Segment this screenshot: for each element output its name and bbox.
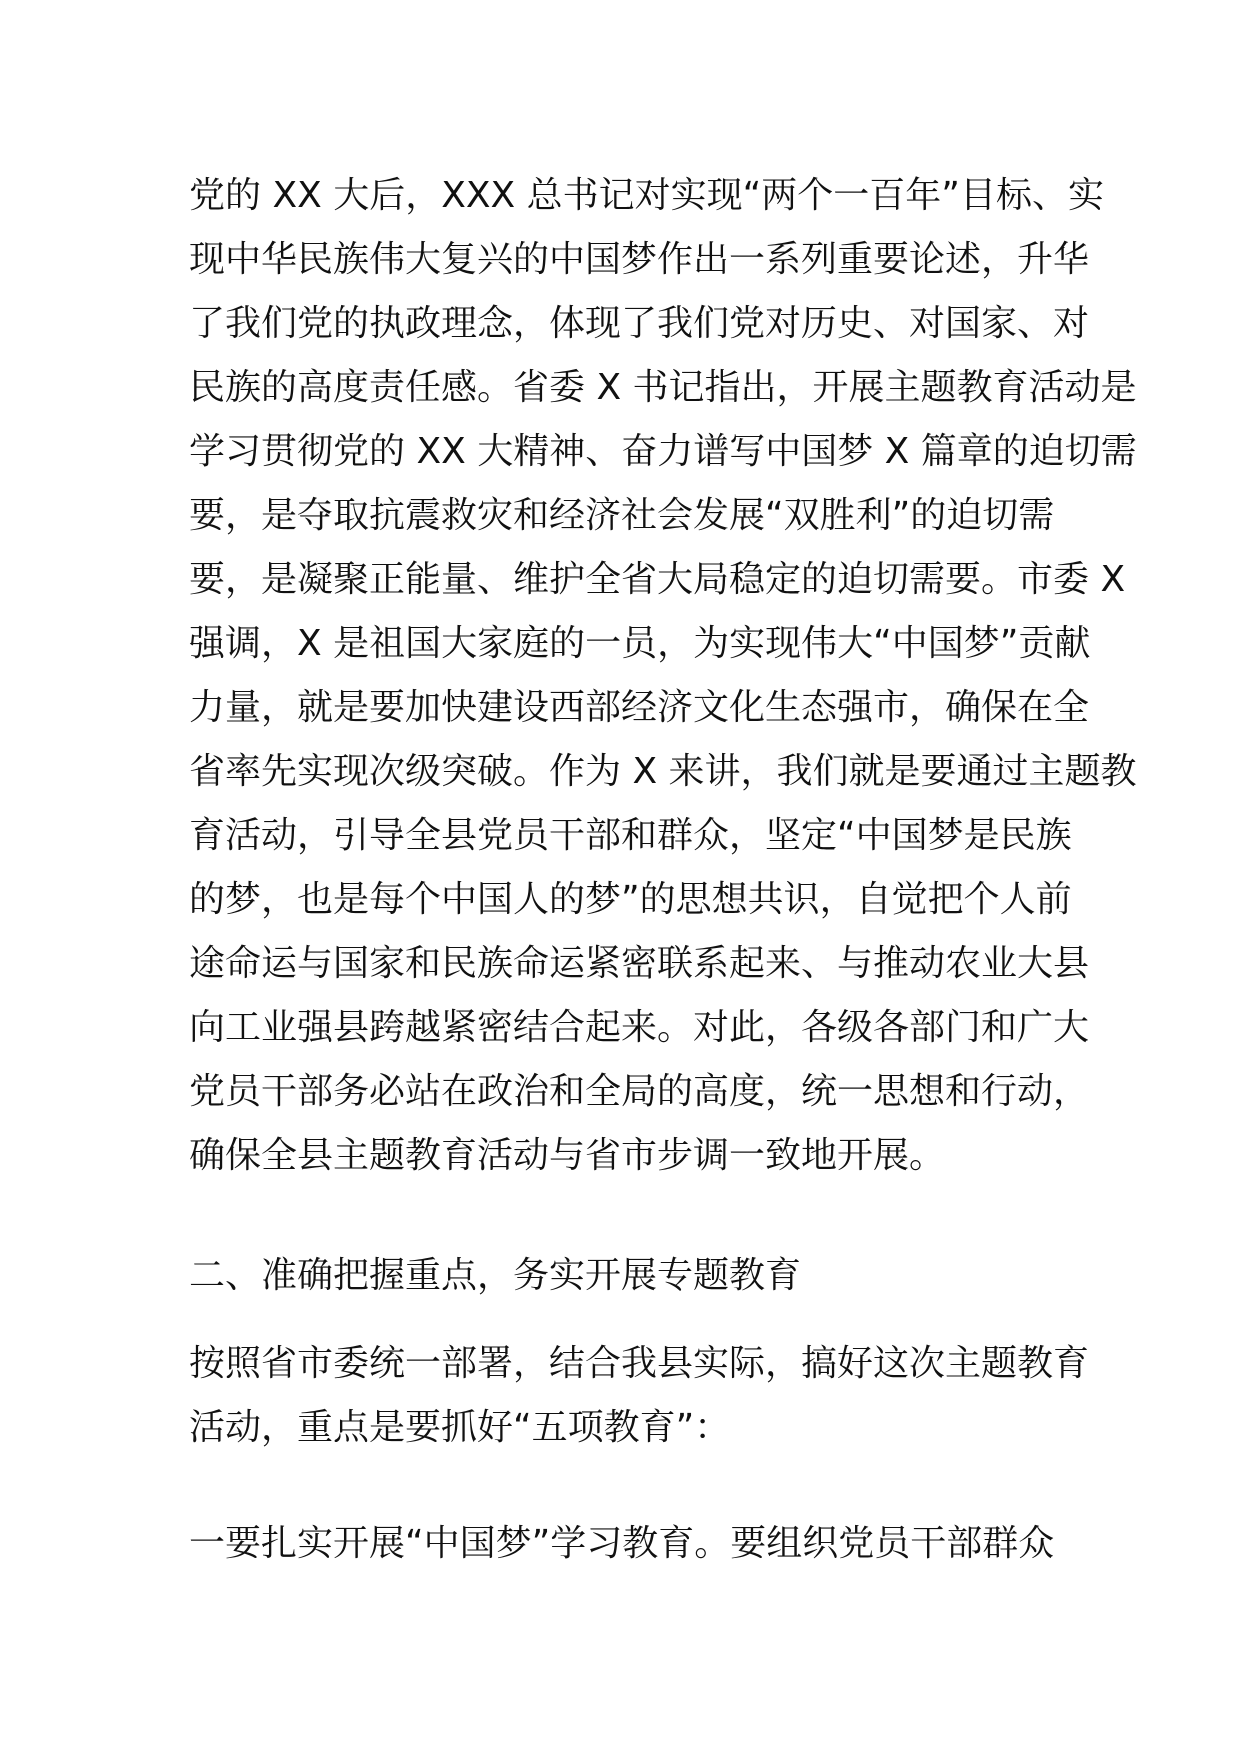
- paragraph-line: 党员干部务必站在政治和全局的高度，统一思想和行动，: [189, 1071, 1090, 1112]
- paragraph-line: 要，是凝聚正能量、维护全省大局稳定的迫切需要。市委 X: [189, 559, 1126, 600]
- body-paragraph: [189, 1332, 1090, 1460]
- paragraph-line: 省率先实现次级突破。作为 X 来讲，我们就是要通过主题教: [189, 751, 1137, 792]
- paragraph-line: 要，是夺取抗震救灾和经济社会发展“双胜利”的迫切需: [189, 495, 1055, 536]
- paragraph-line: 活动，重点是要抓好“五项教育”：: [189, 1407, 731, 1448]
- paragraph-line: 现中华民族伟大复兴的中国梦作出一系列重要论述，升华: [189, 239, 1090, 280]
- paragraph-line: 力量，就是要加快建设西部经济文化生态强市，确保在全: [189, 687, 1090, 728]
- paragraph-line: 学习贯彻党的 XX 大精神、奋力谱写中国梦 X 篇章的迫切需: [189, 431, 1137, 472]
- paragraph-line: 按照省市委统一部署，结合我县实际，搞好这次主题教育: [189, 1343, 1090, 1384]
- paragraph-line: 了我们党的执政理念，体现了我们党对历史、对国家、对: [189, 303, 1090, 344]
- paragraph-line: 强调，X 是祖国大家庭的一员，为实现伟大“中国梦”贡献: [189, 623, 1091, 664]
- paragraph-line: 育活动，引导全县党员干部和群众，坚定“中国梦是民族: [189, 815, 1072, 856]
- body-paragraph: [189, 1512, 1069, 1576]
- paragraph-line: 的梦，也是每个中国人的梦”的思想共识，自觉把个人前: [189, 879, 1072, 920]
- section-heading: [189, 1244, 1069, 1308]
- paragraph-line: 党的 XX 大后，XXX 总书记对实现“两个一百年”目标、实: [189, 175, 1104, 216]
- section-heading-text: 二、准确把握重点，务实开展专题教育: [189, 1255, 802, 1296]
- paragraph-line: 向工业强县跨越紧密结合起来。对此，各级各部门和广大: [189, 1007, 1090, 1048]
- body-paragraph: [189, 164, 1137, 1188]
- paragraph-line: 民族的高度责任感。省委 X 书记指出，开展主题教育活动是: [189, 367, 1137, 408]
- paragraph-line: 一要扎实开展“中国梦”学习教育。要组织党员干部群众: [189, 1523, 1055, 1564]
- paragraph-line: 确保全县主题教育活动与省市步调一致地开展。: [189, 1135, 946, 1176]
- paragraph-line: 途命运与国家和民族命运紧密联系起来、与推动农业大县: [189, 943, 1090, 984]
